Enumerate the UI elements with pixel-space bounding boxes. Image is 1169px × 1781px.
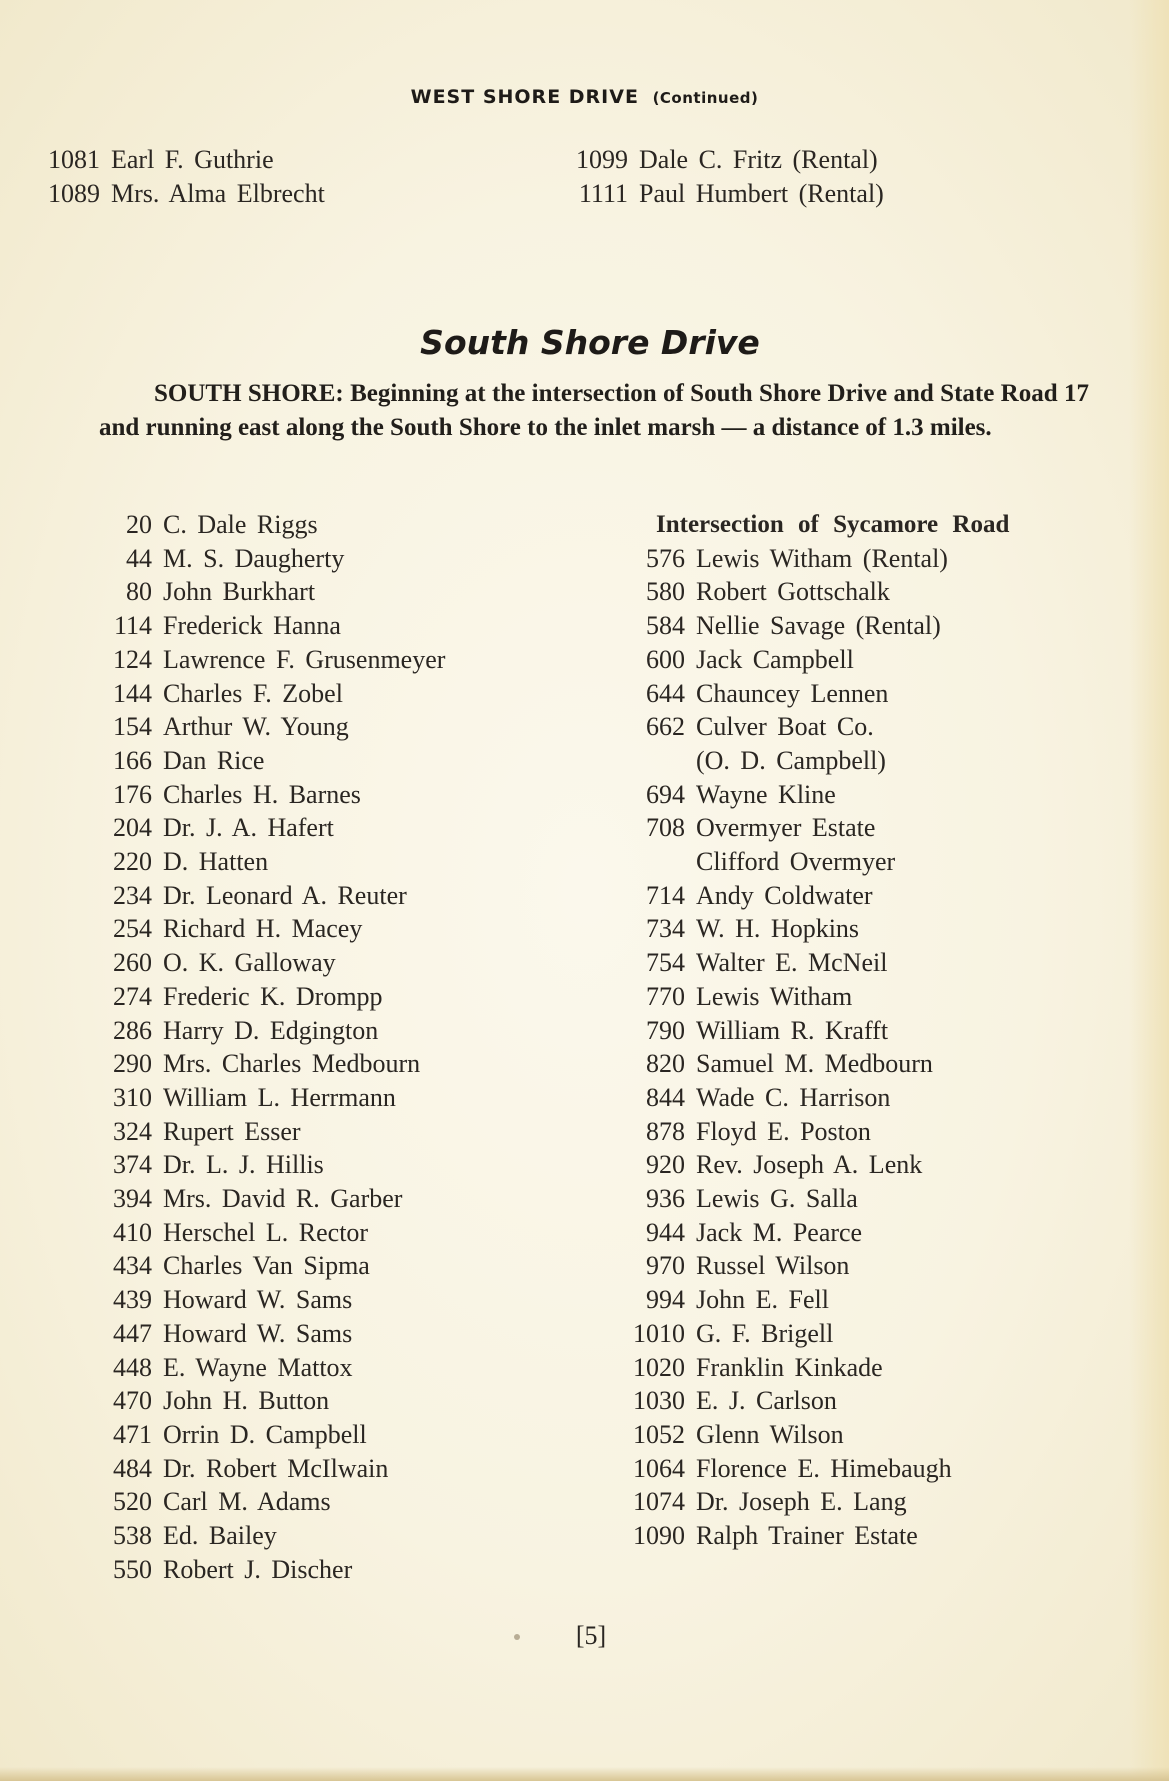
list-item — [80, 811, 445, 845]
house-number: 154 — [113, 712, 152, 742]
list-item — [80, 1115, 445, 1149]
resident-name: Richard H. Macey — [163, 914, 363, 944]
house-number: 44 — [126, 543, 152, 573]
resident-name: Charles H. Barnes — [163, 779, 361, 809]
resident-name: Frederick Hanna — [163, 611, 341, 641]
house-number: 1089 — [48, 178, 100, 208]
house-number: 484 — [113, 1453, 152, 1483]
house-number: 644 — [646, 678, 685, 708]
house-number: 234 — [113, 880, 152, 910]
running-head — [0, 86, 1169, 108]
house-number: 754 — [646, 948, 685, 978]
resident-name: Lewis Witham (Rental) — [696, 543, 948, 573]
list-item — [610, 710, 1009, 744]
house-number: 1111 — [578, 178, 628, 208]
house-number: 580 — [646, 577, 685, 607]
resident-name: Dr. Robert McIlwain — [163, 1453, 389, 1483]
list-item — [610, 912, 1009, 946]
house-number: 439 — [113, 1285, 152, 1315]
running-head-suffix: (Continued) — [652, 89, 759, 107]
page-number: [5] — [575, 1621, 607, 1650]
house-number: 844 — [646, 1082, 685, 1112]
intersection-subheading: Intersection of Sycamore Road — [656, 511, 1010, 538]
house-number: 584 — [646, 611, 685, 641]
running-head-title: WEST SHORE DRIVE — [410, 86, 639, 108]
resident-name: Dr. J. A. Hafert — [163, 813, 334, 843]
resident-name: C. Dale Riggs — [163, 510, 318, 539]
west-shore-right — [566, 143, 884, 210]
house-number: 708 — [646, 813, 685, 843]
list-item — [80, 1553, 445, 1587]
list-item — [80, 710, 445, 744]
house-number: 434 — [113, 1251, 152, 1281]
resident-name: E. J. Carlson — [696, 1386, 837, 1416]
house-number: 204 — [113, 813, 152, 843]
resident-name: Lewis Witham — [696, 981, 853, 1011]
list-item — [38, 177, 325, 211]
list-item — [566, 143, 884, 177]
house-number: 520 — [113, 1487, 152, 1517]
resident-name: W. H. Hopkins — [696, 914, 860, 944]
house-number: 1099 — [576, 145, 628, 174]
resident-name: Frederic K. Drompp — [163, 981, 383, 1011]
list-item — [610, 1081, 1009, 1115]
list-item — [610, 1452, 1009, 1486]
resident-name: Rev. Joseph A. Lenk — [696, 1150, 923, 1180]
house-number: 1081 — [48, 145, 100, 174]
house-number: 920 — [646, 1150, 685, 1180]
list-item — [610, 542, 1009, 576]
resident-name: Walter E. McNeil — [696, 948, 888, 978]
list-item — [610, 1418, 1009, 1452]
list-item — [610, 1283, 1009, 1317]
list-item — [610, 1384, 1009, 1418]
list-item — [80, 778, 445, 812]
section-intro: SOUTH SHORE: Beginning at the intersection of South Shore Drive and State Road 17 and running east along the South Shore to the inlet marsh — a distance of 1.3 miles. — [99, 380, 1089, 441]
resident-name: William R. Krafft — [696, 1015, 889, 1045]
house-number: 1090 — [633, 1521, 685, 1551]
house-number: 600 — [646, 644, 685, 674]
house-number: 734 — [646, 914, 685, 944]
list-item — [610, 879, 1009, 913]
resident-name: Dan Rice — [163, 745, 265, 775]
list-item — [610, 609, 1009, 643]
list-item — [610, 1317, 1009, 1351]
list-item — [566, 177, 884, 211]
list-item — [610, 811, 1009, 845]
list-item — [80, 1182, 445, 1216]
list-item — [80, 1283, 445, 1317]
house-number: 176 — [113, 779, 152, 809]
house-number: 1052 — [633, 1419, 685, 1449]
resident-name: Paul Humbert (Rental) — [639, 178, 884, 208]
house-number: 1064 — [633, 1453, 685, 1483]
house-number: 970 — [646, 1251, 685, 1281]
house-number: 290 — [113, 1049, 152, 1079]
resident-name: Florence E. Himebaugh — [696, 1453, 952, 1483]
house-number: 994 — [646, 1285, 685, 1315]
house-number: 324 — [113, 1116, 152, 1146]
resident-name: Ralph Trainer Estate — [696, 1521, 918, 1551]
house-number: 260 — [113, 948, 152, 978]
resident-name: Dr. Leonard A. Reuter — [163, 880, 407, 910]
house-number: 538 — [113, 1521, 152, 1551]
resident-name: Nellie Savage (Rental) — [696, 611, 941, 641]
house-number: 820 — [646, 1049, 685, 1079]
house-number: 144 — [113, 678, 152, 708]
resident-name: Clifford Overmyer — [696, 847, 896, 877]
list-item — [610, 778, 1009, 812]
house-number: 1020 — [633, 1352, 685, 1382]
resident-name: Ed. Bailey — [163, 1521, 277, 1551]
list-item — [610, 575, 1009, 609]
house-number: 944 — [646, 1217, 685, 1247]
list-item — [610, 1182, 1009, 1216]
left-column — [80, 508, 445, 1587]
list-item — [610, 980, 1009, 1014]
house-number: 878 — [646, 1116, 685, 1146]
house-number: 374 — [113, 1150, 152, 1180]
resident-name: Chauncey Lennen — [696, 678, 889, 708]
list-item — [610, 946, 1009, 980]
resident-name: Mrs. Charles Medbourn — [163, 1049, 421, 1079]
house-number: 80 — [126, 577, 152, 607]
house-number: 471 — [113, 1419, 152, 1449]
resident-name: Robert J. Discher — [163, 1554, 353, 1584]
list-item — [80, 845, 445, 879]
house-number: 286 — [113, 1015, 152, 1045]
resident-name: Lewis G. Salla — [696, 1184, 858, 1214]
list-item — [80, 744, 445, 778]
list-item — [610, 1014, 1009, 1048]
list-item-continuation — [610, 744, 1009, 778]
resident-name: Charles Van Sipma — [163, 1251, 370, 1281]
list-item — [80, 879, 445, 913]
west-shore-left — [38, 143, 325, 210]
house-number: 274 — [113, 981, 152, 1011]
house-number: 576 — [646, 543, 685, 573]
resident-name: Mrs. Alma Elbrecht — [111, 178, 325, 208]
resident-name: Wayne Kline — [696, 779, 836, 809]
resident-name: Carl M. Adams — [163, 1487, 331, 1517]
list-item — [80, 609, 445, 643]
list-item — [80, 1047, 445, 1081]
list-item — [610, 1351, 1009, 1385]
house-number: 470 — [113, 1386, 152, 1416]
list-item — [80, 946, 445, 980]
resident-name: O. K. Galloway — [163, 948, 336, 978]
list-item — [80, 1418, 445, 1452]
resident-name: E. Wayne Mattox — [163, 1352, 353, 1382]
list-item — [80, 1384, 445, 1418]
resident-name: Dale C. Fritz (Rental) — [639, 145, 878, 174]
house-number: 220 — [113, 847, 152, 877]
page-edge-shadow — [1129, 0, 1169, 1781]
resident-name: Mrs. David R. Garber — [163, 1184, 403, 1214]
resident-name: M. S. Daugherty — [163, 543, 345, 573]
house-number: 447 — [113, 1318, 152, 1348]
resident-name: Andy Coldwater — [696, 880, 873, 910]
list-item — [80, 1452, 445, 1486]
list-item — [80, 643, 445, 677]
house-number: 254 — [113, 914, 152, 944]
resident-name: Glenn Wilson — [696, 1419, 844, 1449]
house-number: 936 — [646, 1184, 685, 1214]
resident-name: (O. D. Campbell) — [696, 745, 886, 775]
resident-name: Samuel M. Medbourn — [696, 1049, 933, 1079]
list-item — [80, 912, 445, 946]
resident-name: Overmyer Estate — [696, 813, 876, 843]
resident-name: Earl F. Guthrie — [111, 145, 274, 174]
house-number: 770 — [646, 981, 685, 1011]
list-item — [610, 643, 1009, 677]
list-item — [80, 1014, 445, 1048]
resident-name: Wade C. Harrison — [696, 1082, 891, 1112]
resident-name: Culver Boat Co. — [696, 712, 874, 742]
resident-name: Orrin D. Campbell — [163, 1419, 367, 1449]
section-title: South Shore Drive — [420, 323, 760, 362]
resident-name: Howard W. Sams — [163, 1285, 353, 1315]
house-number: 1010 — [633, 1318, 685, 1348]
list-item — [610, 1519, 1009, 1553]
resident-name: Dr. L. J. Hillis — [163, 1150, 324, 1180]
list-item — [80, 1351, 445, 1385]
resident-name: D. Hatten — [163, 847, 269, 877]
resident-name: Howard W. Sams — [163, 1318, 353, 1348]
resident-name: John H. Button — [163, 1386, 330, 1416]
list-item — [610, 1047, 1009, 1081]
list-item — [80, 1216, 445, 1250]
list-item — [80, 677, 445, 711]
list-item — [80, 1249, 445, 1283]
resident-name: Floyd E. Poston — [696, 1116, 871, 1146]
list-item — [80, 1519, 445, 1553]
house-number: 550 — [113, 1554, 152, 1584]
resident-name: John E. Fell — [696, 1285, 829, 1315]
house-number: 448 — [113, 1352, 152, 1382]
list-item — [80, 1148, 445, 1182]
house-number: 714 — [646, 880, 685, 910]
resident-name: John Burkhart — [163, 577, 316, 607]
house-number: 790 — [646, 1015, 685, 1045]
list-item — [80, 542, 445, 576]
list-item — [80, 980, 445, 1014]
list-item — [610, 1485, 1009, 1519]
resident-name: Franklin Kinkade — [696, 1352, 883, 1382]
list-item — [80, 1081, 445, 1115]
house-number: 166 — [113, 745, 152, 775]
house-number: 310 — [113, 1082, 152, 1112]
resident-name: Herschel L. Rector — [163, 1217, 369, 1247]
list-item — [80, 508, 445, 542]
house-number: 1074 — [633, 1487, 685, 1517]
list-item — [610, 1216, 1009, 1250]
resident-name: Charles F. Zobel — [163, 678, 343, 708]
page-bottom-edge — [0, 1767, 1169, 1781]
list-item — [610, 677, 1009, 711]
resident-name: Jack Campbell — [696, 644, 854, 674]
list-item — [38, 143, 325, 177]
resident-name: Rupert Esser — [163, 1116, 301, 1146]
house-number: 20 — [126, 510, 152, 539]
house-number: 694 — [646, 779, 685, 809]
list-item-continuation — [610, 845, 1009, 879]
house-number: 114 — [113, 611, 152, 641]
resident-name: Harry D. Edgington — [163, 1015, 379, 1045]
resident-name: Russel Wilson — [696, 1251, 850, 1281]
list-item — [610, 1249, 1009, 1283]
house-number: 1030 — [633, 1386, 685, 1416]
right-column — [610, 508, 1009, 1553]
resident-name: William L. Herrmann — [163, 1082, 396, 1112]
resident-name: Lawrence F. Grusenmeyer — [163, 644, 446, 674]
list-item — [610, 1115, 1009, 1149]
house-number: 410 — [113, 1217, 152, 1247]
house-number: 394 — [113, 1184, 152, 1214]
house-number: 662 — [646, 712, 685, 742]
list-item — [80, 575, 445, 609]
resident-name: Dr. Joseph E. Lang — [696, 1487, 907, 1517]
resident-name: G. F. Brigell — [696, 1318, 834, 1348]
right-column-entries — [610, 542, 1009, 1553]
list-item — [80, 1317, 445, 1351]
list-item — [610, 1148, 1009, 1182]
house-number: 124 — [113, 644, 152, 674]
list-item — [80, 1485, 445, 1519]
resident-name: Arthur W. Young — [163, 712, 349, 742]
resident-name: Robert Gottschalk — [696, 577, 890, 607]
resident-name: Jack M. Pearce — [696, 1217, 863, 1247]
